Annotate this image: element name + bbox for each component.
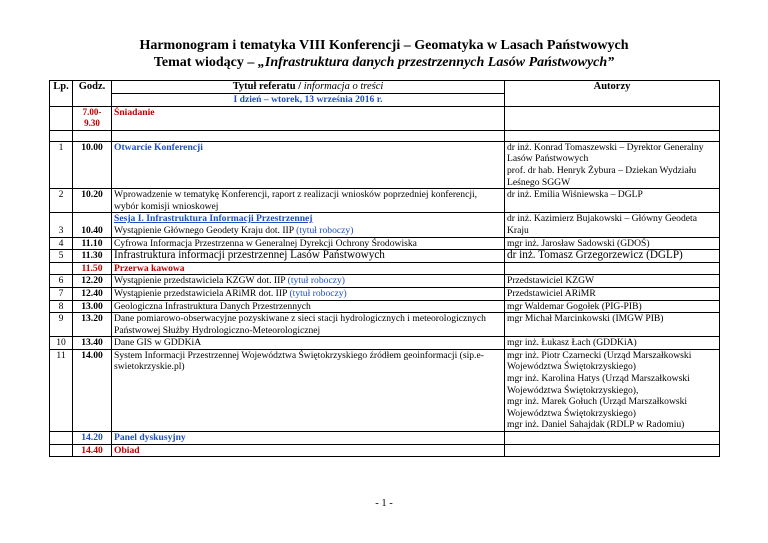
row-time: 14.00 [73,349,112,431]
row-authors: mgr inż. Jarosław Sadowski (GDOŚ) [505,237,720,250]
row-lp: 8 [50,300,73,313]
row-lp: 11 [50,349,73,431]
row-time: 10.00 [73,141,112,188]
table-header-row [50,81,720,94]
row-lp: 3 [50,213,73,237]
row-time: 10.20 [73,189,112,213]
row-title: System Informacji Przestrzennej Województwa Świętokrzyskiego źródłem geoinformacji (sip.e-swietokrzyskie.pl) [112,349,505,431]
row-title: Wprowadzenie w tematykę Konferencji, raport z realizacji wniosków poprzedniej konferencji, wybór komisji wnioskowej [112,189,505,213]
row-time: 13.20 [73,313,112,337]
row-time: 14.20 [73,432,112,445]
row-time: 14.40 [73,444,112,457]
col-header-title [112,81,505,94]
row-lp: 4 [50,237,73,250]
row-lp: 2 [50,189,73,213]
table-row [50,300,720,313]
row-title [112,287,505,300]
col-header-lp: Lp. [50,81,73,107]
row-time: 11.50 [73,262,112,275]
row-title [112,213,505,237]
day-label: I dzień – wtorek, 13 września 2016 r. [112,94,505,107]
row-title: Dane pomiarowo-obserwacyjne pozyskiwane z sieci stacji hydrologicznych i meteorologicznych Państwowej Służby Hydrologiczno-Meteorologicznej [112,313,505,337]
page-subtitle [0,54,768,71]
row-title: Geologiczna Infrastruktura Danych Przestrzennych [112,300,505,313]
row-lp: 6 [50,275,73,288]
row-title-text: Wystąpienie przedstawiciela KZGW dot. IIP [114,275,286,287]
row-title-text: Wystąpienie przedstawiciela ARiMR dot. IIP [114,287,288,299]
table-row [50,141,720,188]
row-time: 12.20 [73,275,112,288]
row-authors: mgr Waldemar Gogołek (PIG-PIB) [505,300,720,313]
row-lp: 10 [50,337,73,350]
row-authors: Przedstawiciel KZGW [505,275,720,288]
table-row [50,213,720,237]
breakfast-label: Śniadanie [112,106,505,130]
row-note: (tytuł roboczy) [296,224,354,236]
lunch-label: Obiad [112,444,505,457]
panel-label: Panel dyskusyjny [112,432,505,445]
table-row [50,337,720,350]
row-lp: 9 [50,313,73,337]
row-authors: mgr inż. Łukasz Łach (GDDKiA) [505,337,720,350]
breakfast-time: 7.00-9.30 [73,106,112,130]
row-authors: mgr inż. Piotr Czarnecki (Urząd Marszałkowski Województwa Świętokrzyskiego) mgr inż. Karolina Hatys (Urząd Marszałkowski Województwa Świętokrzyskiego), mgr inż. Marek Gołuch (Urząd Marszałkowski Województwa Świętokrzyskiego) mgr inż. Daniel Sahajdak (RDLP w Radomiu) [505,349,720,431]
page-title: Harmonogram i tematyka VIII Konferencji – Geomatyka w Lasach Państwowych [139,38,629,53]
session-label: Sesja I. Infrastruktura Informacji Przestrzennej [114,213,313,225]
table-row [50,444,720,457]
col-header-authors: Autorzy [505,81,720,107]
table-row [50,275,720,288]
row-authors: dr inż. Emilia Wiśniewska – DGLP [505,189,720,213]
subtitle-prefix: Temat wiodący – [153,55,258,70]
row-time: 12.40 [73,287,112,300]
row-authors: dr inż. Tomasz Grzegorzewicz (DGLP) [505,250,720,263]
col-header-title-sub: informacja o treści [303,81,384,92]
row-lp: 7 [50,287,73,300]
subtitle-topic: „Infrastruktura danych przestrzennych Lasów Państwowych” [257,55,615,70]
row-time: 11.10 [73,237,112,250]
row-title: Dane GIS w GDDKiA [112,337,505,350]
table-row [50,237,720,250]
row-note: (tytuł roboczy) [289,287,347,299]
row-authors: dr inż. Kazimierz Bujakowski – Główny Geodeta Kraju [505,213,720,237]
row-lp: 5 [50,250,73,263]
table-row [50,262,720,275]
table-row [50,250,720,263]
row-time: 11.30 [73,250,112,263]
table-row [50,432,720,445]
row-note: (tytuł roboczy) [287,275,345,287]
row-time: 13.00 [73,300,112,313]
col-header-title-main: Tytuł referatu / [232,81,302,92]
table-row [50,313,720,337]
schedule-table [49,80,720,457]
row-title: Infrastruktura informacji przestrzennej Lasów Państwowych [112,250,505,263]
table-row [50,189,720,213]
row-title-text: Wystąpienie Głównego Geodety Kraju dot. IIP [114,224,294,236]
row-authors: Przedstawiciel ARiMR [505,287,720,300]
col-header-godz: Godz. [73,81,112,107]
table-row [50,349,720,431]
row-lp: 1 [50,141,73,188]
row-title [112,275,505,288]
coffee-break-label: Przerwa kawowa [112,262,505,275]
row-authors: dr inż. Konrad Tomaszewski – Dyrektor Generalny Lasów Państwowych prof. dr hab. Henryk Żybura – Dziekan Wydziału Leśnego SGGW [505,141,720,188]
row-authors: mgr Michał Marcinkowski (IMGW PIB) [505,313,720,337]
table-row [50,287,720,300]
row-time: 13.40 [73,337,112,350]
page-number: - 1 - [375,498,393,509]
row-time: 10.40 [73,213,112,237]
row-title: Cyfrowa Informacja Przestrzenna w Generalnej Dyrekcji Ochrony Środowiska [112,237,505,250]
table-row [50,106,720,130]
row-title: Otwarcie Konferencji [112,141,505,188]
